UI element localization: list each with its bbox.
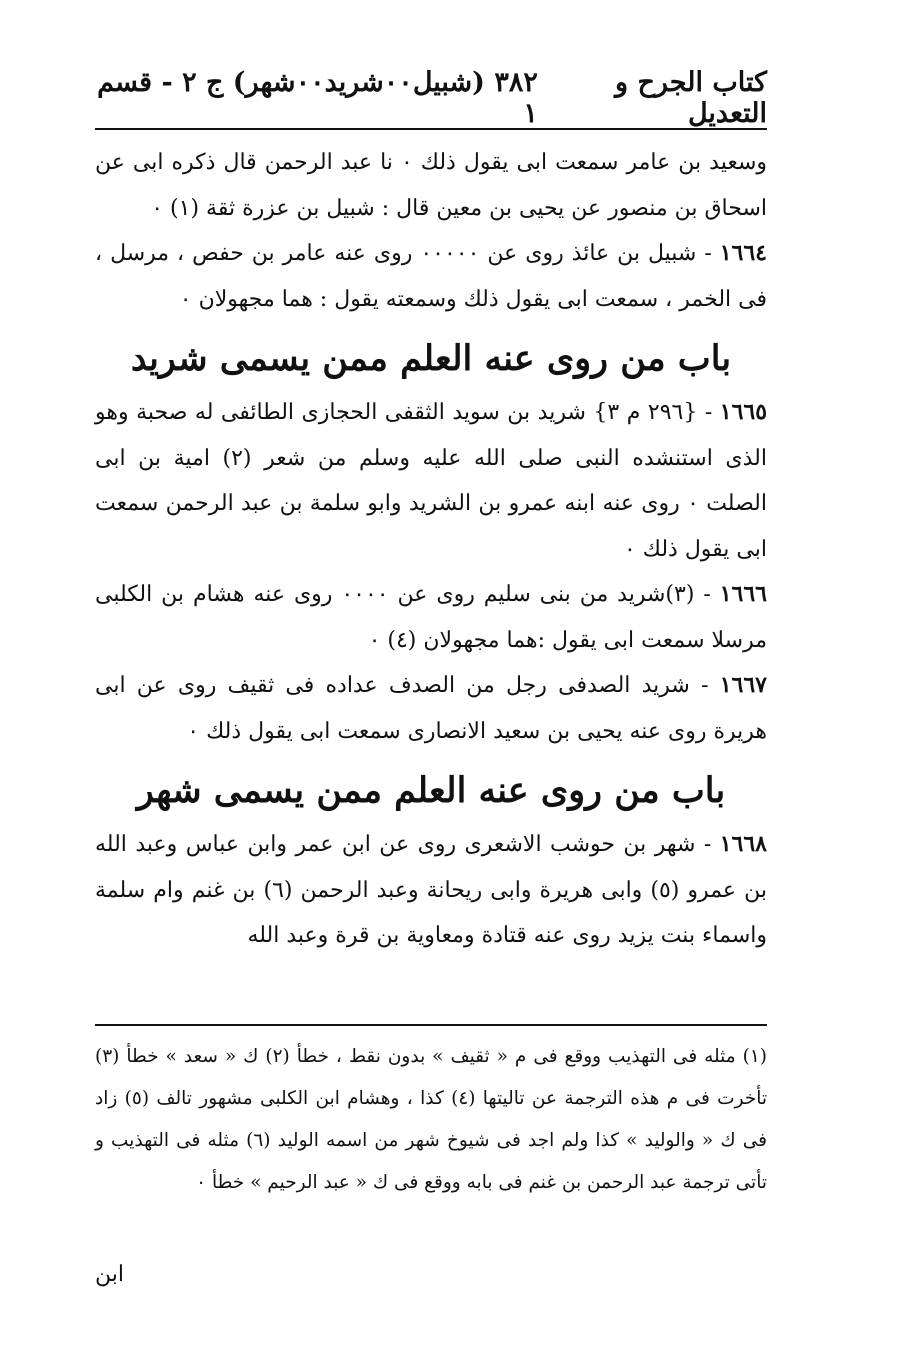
page-info: ٣٨٢ (شبيل٠٠شريد٠٠شهر) ج ٢ - قسم ١	[97, 67, 538, 129]
running-header	[95, 68, 767, 130]
entry-text: - (٣)شريد من بنى سليم روى عن ٠٠٠٠ روى عنه هشام بن الكلبى مرسلا سمعت ابى يقول :هما مجهولان (٤) ٠	[95, 582, 767, 653]
entry-number: ١٦٦٦	[719, 581, 767, 607]
main-text	[95, 140, 767, 959]
entry-1665	[95, 390, 767, 572]
entry-1664	[95, 231, 767, 322]
entry-text: - شريد الصدفى رجل من الصدف عداده فى ثقيف روى عن ابى هريرة روى عنه يحيى بن سعيد الانصارى سمعت ابى يقول ذلك ٠	[95, 673, 767, 744]
entry-text: - شهر بن حوشب الاشعرى روى عن ابن عمر وابن عباس وعبد الله بن عمرو (٥) وابى هريرة وابى ريحانة وعبد الرحمن (٦) بن غنم وام سلمة واسماء بنت يزيد روى عنه قتادة ومعاوية بن قرة وعبد الله	[95, 832, 767, 948]
footnote-text: (١) مثله فى التهذيب ووقع فى م « ثقيف » بدون نقط ، خطأ (٢) ك « سعد » خطأ (٣) تأخرت فى م هذه الترجمة عن تاليتها (٤) كذا ، وهشام ابن الكلبى مشهور تالف (٥) زاد فى ك « والوليد » كذا ولم اجد فى شيوخ شهر من اسمه الوليد (٦) مثله فى التهذيب و تأتى ترجمة عبد الرحمن بن غنم فى بابه ووقع فى ك « عبد الرحيم » خطأ ٠	[95, 1046, 768, 1193]
entry-number: ١٦٦٧	[719, 672, 767, 698]
entry-number: ١٦٦٤	[719, 240, 767, 266]
book-title: كتاب الجرح و التعديل	[615, 67, 767, 129]
continued-paragraph: وسعيد بن عامر سمعت ابى يقول ذلك ٠ نا عبد الرحمن قال ذكره ابى عن اسحاق بن منصور عن يحيى بن معين قال : شبيل بن عزرة ثقة (١) ٠	[95, 150, 768, 221]
entry-number: ١٦٦٥	[719, 399, 768, 425]
catchword: ابن	[95, 1262, 124, 1287]
entry-1666	[95, 572, 767, 663]
section-heading-sharid: باب من روى عنه العلم ممن يسمى شريد	[130, 338, 732, 379]
entry-text: - {٢٩٦ م ٣} شريد بن سويد الثقفى الحجازى الطائفى له صحبة وهو الذى استنشده النبى صلى الله عليه وسلم من شعر (٢) امية بن ابى الصلت ٠ روى عنه ابنه عمرو بن الشريد وابو سلمة بن عبد الرحمن سمعت ابى يقول ذلك ٠	[95, 400, 767, 562]
section-heading-shahr: باب من روى عنه العلم ممن يسمى شهر	[136, 770, 726, 811]
entry-1667	[95, 663, 767, 754]
footnote-divider	[95, 1024, 767, 1026]
entry-text: - شبيل بن عائذ روى عن ٠٠٠٠٠ روى عنه عامر بن حفص ، مرسل ، فى الخمر ، سمعت ابى يقول ذلك وسمعته يقول : هما مجهولان ٠	[95, 241, 767, 312]
footnotes	[95, 1036, 767, 1204]
entry-number: ١٦٦٨	[719, 831, 767, 857]
entry-1668	[95, 822, 767, 959]
